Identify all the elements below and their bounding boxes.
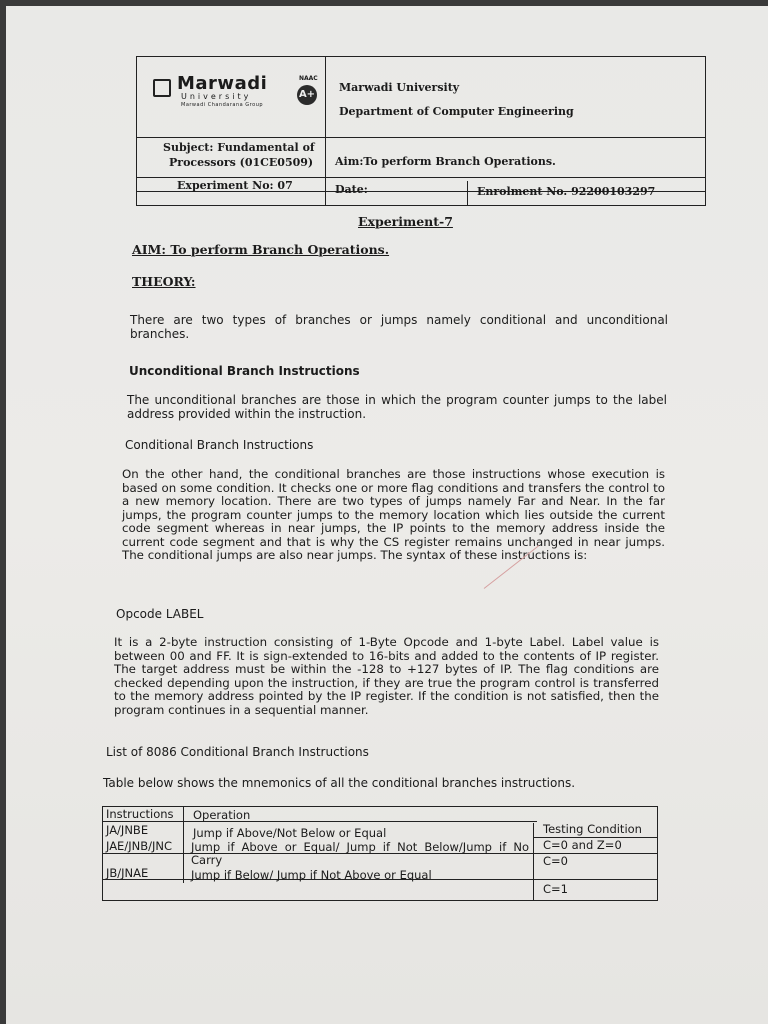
header-divider (467, 181, 468, 205)
logo-name: Marwadi (177, 73, 268, 94)
table-cell-operation: Jump if Below/ Jump if Not Above or Equal (191, 868, 432, 882)
date-label: Date: (335, 183, 368, 196)
experiment-title: Experiment-7 (358, 214, 453, 229)
university-name: Marwadi University (339, 81, 460, 94)
aim-heading: AIM: To perform Branch Operations. (132, 242, 390, 257)
logo-subtitle: University (181, 92, 252, 101)
table-cell-condition: C=0 and Z=0 (543, 838, 622, 852)
header-aim: Aim:To perform Branch Operations. (335, 155, 556, 168)
header-divider (137, 177, 705, 178)
naac-label: NAAC (299, 75, 318, 82)
table-cell-condition: C=1 (543, 882, 568, 896)
unconditional-heading: Unconditional Branch Instructions (129, 364, 360, 378)
university-logo (153, 71, 343, 111)
table-header-instructions: Instructions (106, 807, 174, 821)
enrolment-number: Enrolment No. 92200103297 (477, 185, 656, 198)
intro-paragraph: There are two types of branches or jumps namely conditional and unconditional branches. (130, 313, 668, 341)
table-cell-operation: Jump if Above or Equal/ Jump if Not Below/Jump if No Carry (191, 840, 529, 867)
table-cell-instruction: JAE/JNB/JNC (106, 839, 172, 853)
table-cell-condition: C=0 (543, 854, 568, 868)
subject-line-1: Subject: Fundamental of (163, 141, 315, 154)
table-header-condition: Testing Condition (543, 822, 642, 836)
header-table (136, 56, 706, 206)
theory-heading: THEORY: (132, 274, 196, 289)
logo-mark-icon (153, 79, 171, 97)
subject-line-2: Processors (01CE0509) (169, 156, 314, 169)
logo-tagline: Marwadi Chandarana Group (181, 102, 264, 108)
conditional-branch-table (102, 806, 658, 901)
syntax-line: Opcode LABEL (116, 607, 204, 621)
table-header-operation: Operation (193, 808, 251, 822)
conditional-heading: Conditional Branch Instructions (125, 438, 314, 452)
header-divider (137, 137, 705, 138)
table-divider (183, 807, 184, 883)
table-cell-operation: Jump if Above/Not Below or Equal (193, 826, 387, 840)
table-divider (103, 821, 537, 822)
unconditional-paragraph: The unconditional branches are those in which the program counter jumps to the label address provided within the instruction. (127, 393, 667, 421)
experiment-number: Experiment No: 07 (177, 179, 293, 192)
naac-badge-icon: A+ (297, 85, 317, 105)
department-name: Department of Computer Engineering (339, 105, 574, 118)
document-page (6, 6, 768, 1024)
table-cell-instruction: JB/JNAE (106, 866, 149, 880)
list-heading: List of 8086 Conditional Branch Instructions (106, 745, 369, 759)
table-cell-instruction: JA/JNBE (106, 823, 149, 837)
table-intro: Table below shows the mnemonics of all the conditional branches instructions. (103, 776, 576, 790)
table-divider (533, 823, 534, 901)
syntax-paragraph: It is a 2-byte instruction consisting of 1-Byte Opcode and 1-byte Label. Label value is between 00 and FF. It is sign-extended to 16-bits and added to the contents of IP register. The target address must be within the -128 to +127 bytes of IP. The flag conditions are checked depending upon the instruction, if they are true the program control is transferred to the memory address pointed by the IP register. If the condition is not satisfied, then the program continues in a sequential manner. (114, 635, 659, 717)
conditional-paragraph: On the other hand, the conditional branches are those instructions whose execution is based on some condition. It checks one or more flag conditions and transfers the control to a new memory location. There are two types of jumps namely Far and Near. In the far jumps, the program counter jumps to the memory location which lies outside the current code segment whereas in near jumps, the IP points to the memory address inside the current code segment and that is why the CS register remains unchanged in near jumps. The conditional jumps are also near jumps. The syntax of these instructions is: (122, 467, 665, 562)
